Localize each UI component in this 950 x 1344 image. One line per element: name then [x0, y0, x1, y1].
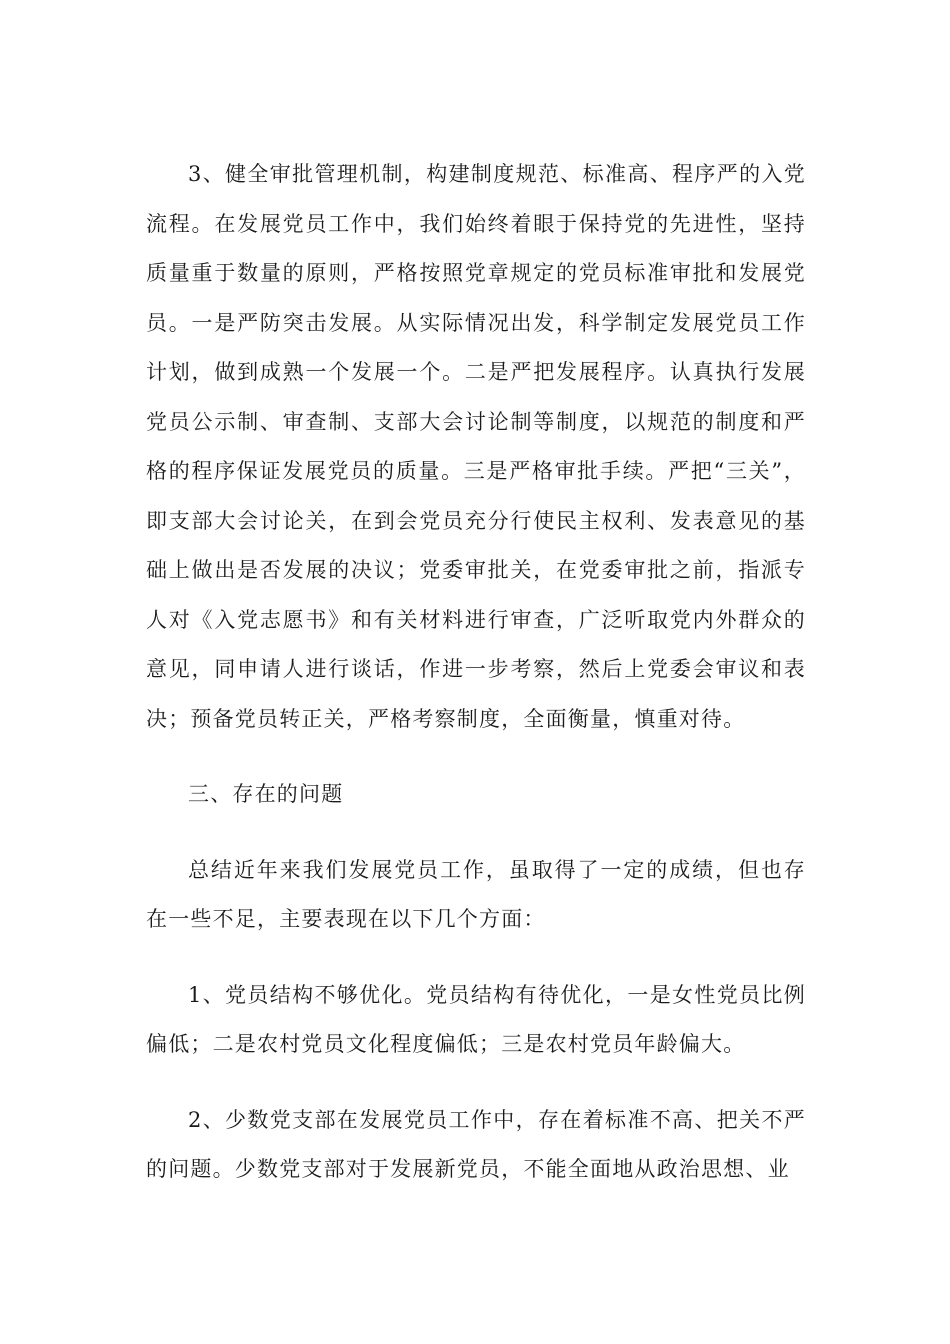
- paragraph-member-structure: 1、党员结构不够优化。党员结构有待优化，一是女性党员比例偏低；二是农村党员文化程度偏低；三是农村党员年龄偏大。: [146, 982, 806, 1056]
- paragraph-summary: 总结近年来我们发展党员工作，虽取得了一定的成绩，但也存在一些不足，主要表现在以下几个方面：: [146, 857, 806, 931]
- paragraph-approval-mechanism: 3、健全审批管理机制，构建制度规范、标准高、程序严的入党流程。在发展党员工作中，我们始终着眼于保持党的先进性，坚持质量重于数量的原则，严格按照党章规定的党员标准审批和发展党员。一是严防突击发展。从实际情况出发，科学制定发展党员工作计划，做到成熟一个发展一个。二是严把发展程序。认真执行发展党员公示制、审查制、支部大会讨论制等制度，以规范的制度和严格的程序保证发展党员的质量。三是严格审批手续。严把“三关”，即支部大会讨论关，在到会党员充分行使民主权利、发表意见的基础上做出是否发展的决议；党委审批关，在党委审批之前，指派专人对《入党志愿书》和有关材料进行审查，广泛听取党内外群众的意见，同申请人进行谈话，作进一步考察，然后上党委会审议和表决；预备党员转正关，严格考察制度，全面衡量，慎重对待。: [146, 162, 806, 731]
- section-heading-existing-problems: 三、存在的问题: [188, 782, 344, 806]
- document-body: [146, 150, 806, 1195]
- paragraph-branch-standards: 2、少数党支部在发展党员工作中，存在着标准不高、把关不严的问题。少数党支部对于发展新党员，不能全面地从政治思想、业: [146, 1107, 806, 1181]
